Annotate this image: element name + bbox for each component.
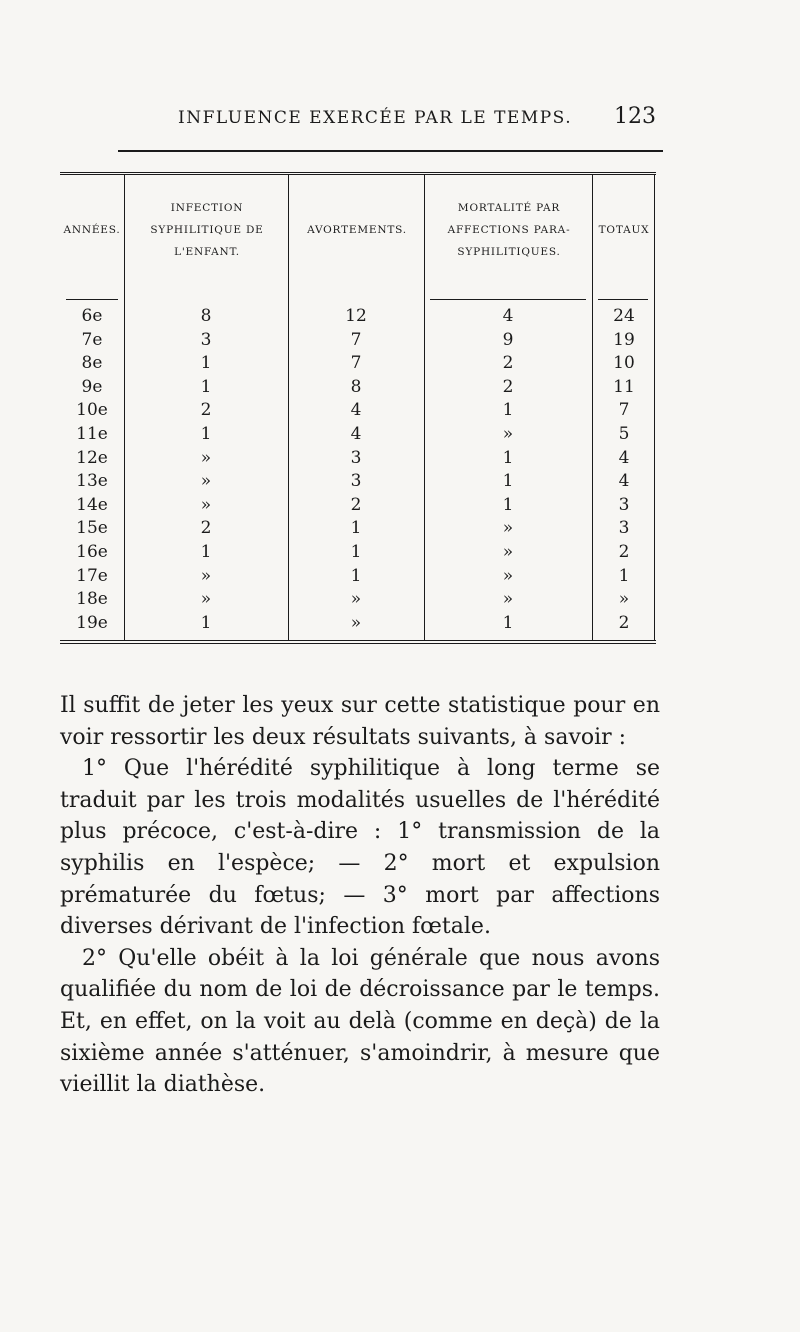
- table-cell: 1: [502, 471, 514, 492]
- table-cell: »: [502, 565, 514, 586]
- table-body: [60, 305, 656, 635]
- table-cell: 3: [618, 494, 630, 515]
- column-header-mortality: MORTALITÉ PAR AFFECTIONS PARA-SYPHILITIQUES.: [447, 202, 571, 258]
- table-cell: 2: [502, 353, 514, 374]
- table-row: [60, 565, 656, 589]
- table-cell: 8: [200, 306, 212, 326]
- table-cell: 9e: [81, 376, 103, 397]
- table-cell: 4: [350, 400, 362, 421]
- table-cell: 1: [200, 423, 212, 444]
- table-cell: 14e: [76, 494, 108, 515]
- paragraph: Il suffit de jeter les yeux sur cette statistique pour en voir ressortir les deux résultats suivants, à savoir :: [60, 693, 660, 750]
- table-cell: 3: [200, 329, 212, 350]
- table-row: [60, 305, 656, 329]
- table-cell: 3: [618, 518, 630, 539]
- table-cell: 4: [618, 471, 630, 492]
- table-cell: »: [350, 589, 362, 610]
- table-cell: 2: [350, 494, 362, 515]
- column-header-infection: INFECTION SYPHILITIQUE DE L'ENFANT.: [150, 202, 264, 258]
- table-cell: 1: [618, 565, 630, 586]
- statistics-table: [60, 172, 656, 644]
- table-cell: »: [200, 447, 212, 468]
- table-cell: 1: [502, 447, 514, 468]
- table-cell: 3: [350, 471, 362, 492]
- table-cell: 13e: [76, 471, 108, 492]
- table-cell: »: [502, 589, 514, 610]
- header-underline: [430, 299, 586, 300]
- table-cell: 17e: [76, 565, 108, 586]
- table-cell: 7: [350, 329, 362, 350]
- table-cell: 9: [502, 329, 514, 350]
- table-cell: »: [200, 589, 212, 610]
- table-cell: »: [200, 565, 212, 586]
- table-cell: »: [502, 423, 514, 444]
- table-cell: 11e: [76, 423, 108, 444]
- table-cell: 1: [502, 612, 514, 633]
- table-row: [60, 329, 656, 353]
- table-cell: 3: [350, 447, 362, 468]
- table-cell: 12e: [76, 447, 108, 468]
- page-number: 123: [614, 104, 656, 129]
- table-cell: 1: [502, 494, 514, 515]
- column-header-totals: TOTAUX: [598, 224, 650, 236]
- table-cell: 19e: [76, 612, 108, 633]
- table-cell: 2: [200, 400, 212, 421]
- paragraph: 1° Que l'hérédité syphilitique à long terme se traduit par les trois modalités usuelles de l'hérédité plus précoce, c'est-à-dire : 1° transmission de la syphilis en l'espèce; — 2° mort et expulsion prématurée du fœtus; — 3° mort par affections diverses dérivant de l'infection fœtale.: [60, 756, 660, 940]
- table-cell: »: [350, 612, 362, 633]
- table-cell: 18e: [76, 589, 108, 610]
- header-underline: [66, 299, 118, 300]
- table-cell: 7: [350, 353, 362, 374]
- table-cell: »: [502, 541, 514, 562]
- table-cell: 4: [350, 423, 362, 444]
- table-cell: 1: [350, 518, 362, 539]
- table-row: [60, 588, 656, 612]
- column-header-abortions: AVORTEMENTS.: [307, 224, 407, 236]
- table-cell: 1: [200, 612, 212, 633]
- table-cell: »: [502, 518, 514, 539]
- table-cell: 4: [502, 306, 514, 326]
- table-cell: 10e: [76, 400, 108, 421]
- table-cell: »: [200, 494, 212, 515]
- table-cell: 8: [350, 376, 362, 397]
- table-cell: 10: [613, 353, 635, 374]
- table-cell: 24: [613, 306, 635, 326]
- table-cell: »: [200, 471, 212, 492]
- table-row: [60, 423, 656, 447]
- header-rule: [118, 150, 663, 152]
- table-cell: 8e: [81, 353, 103, 374]
- table-cell: 2: [200, 518, 212, 539]
- table-row: [60, 470, 656, 494]
- table-cell: 2: [618, 612, 630, 633]
- table-cell: 15e: [76, 518, 108, 539]
- running-header: [0, 104, 800, 138]
- table-cell: 5: [618, 423, 630, 444]
- table-cell: 1: [200, 541, 212, 562]
- table-cell: 1: [502, 400, 514, 421]
- body-text: [60, 690, 660, 1101]
- table-row: [60, 376, 656, 400]
- table-cell: 12: [345, 306, 367, 326]
- table-row: [60, 399, 656, 423]
- table-cell: 7e: [81, 329, 103, 350]
- table-cell: 1: [200, 376, 212, 397]
- header-underline: [598, 299, 648, 300]
- table-cell: 1: [350, 565, 362, 586]
- table-row: [60, 541, 656, 565]
- table-row: [60, 352, 656, 376]
- table-cell: 11: [613, 376, 635, 397]
- table-cell: 4: [618, 447, 630, 468]
- table-row: [60, 447, 656, 471]
- table-row: [60, 612, 656, 636]
- table-cell: 6e: [81, 306, 103, 326]
- table-cell: 19: [613, 329, 635, 350]
- paragraph: 2° Qu'elle obéit à la loi générale que nous avons qualifiée du nom de loi de décroissance par le temps. Et, en effet, on la voit au delà (comme en deçà) de la sixième année s'atténuer, s'amoindrir, à mesure que vieillit la diathèse.: [60, 945, 660, 1098]
- column-header-years: ANNÉES.: [63, 224, 121, 236]
- table-row: [60, 494, 656, 518]
- table-cell: »: [618, 589, 630, 610]
- table-cell: 16e: [76, 541, 108, 562]
- table-cell: 1: [350, 541, 362, 562]
- table-cell: 1: [200, 353, 212, 374]
- table-cell: 7: [618, 400, 630, 421]
- table-cell: 2: [502, 376, 514, 397]
- running-title: INFLUENCE EXERCÉE PAR LE TEMPS.: [178, 108, 573, 128]
- table-cell: 2: [618, 541, 630, 562]
- table-row: [60, 517, 656, 541]
